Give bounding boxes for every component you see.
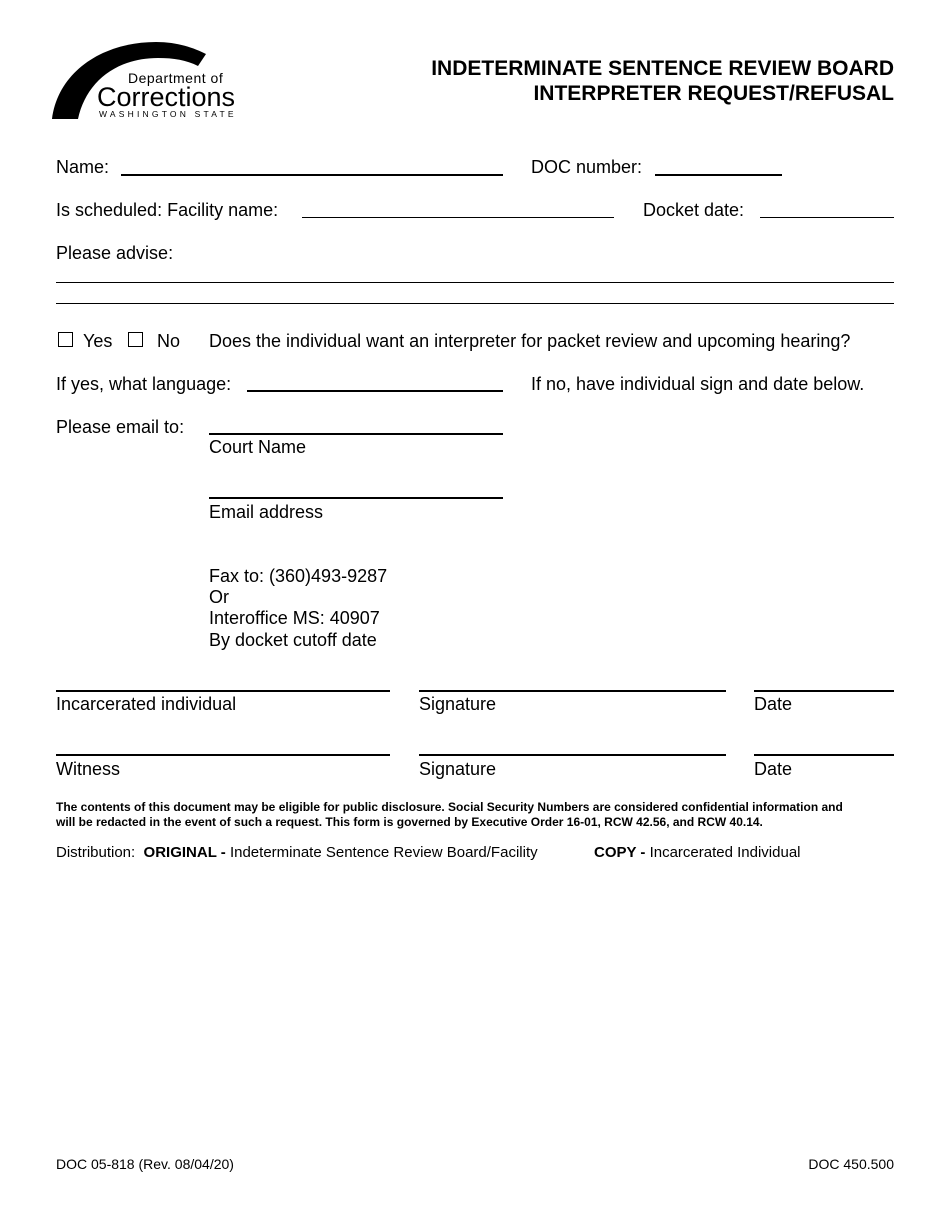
email-address-label: Email address: [209, 502, 324, 522]
court-name-field[interactable]: [209, 433, 503, 435]
name-field[interactable]: [121, 174, 503, 176]
advise-line-1[interactable]: [56, 282, 894, 283]
disclosure-line-2: will be redacted in the event of such a request. This form is governed by Executive Order 16-01, RCW 42.56, and RCW 40.14.: [56, 815, 763, 829]
email-address-field[interactable]: [209, 497, 503, 499]
docket-date-field[interactable]: [760, 217, 894, 218]
name-label: Name:: [56, 157, 110, 177]
language-label: If yes, what language:: [56, 374, 232, 394]
advise-line-2[interactable]: [56, 303, 894, 304]
distribution-prefix: Distribution:: [56, 844, 136, 861]
incarcerated-signature-field[interactable]: [419, 690, 726, 692]
distribution-copy-label: COPY -: [594, 844, 646, 861]
fax-line: Fax to: (360)493-9287: [209, 566, 388, 586]
facility-name-field[interactable]: [302, 217, 614, 218]
form-title: [374, 56, 894, 106]
witness-signature-field[interactable]: [419, 754, 726, 756]
distribution-copy-text: Incarcerated Individual: [649, 844, 801, 861]
doc-number-field[interactable]: [655, 174, 782, 176]
form-number: DOC 05-818 (Rev. 08/04/20): [56, 1156, 234, 1172]
distribution-copy: [594, 844, 801, 862]
policy-number: DOC 450.500: [808, 1156, 894, 1172]
incarcerated-signature-label: Signature: [419, 694, 497, 714]
witness-name-field[interactable]: [56, 754, 390, 756]
interpreter-question: Does the individual want an interpreter for packet review and upcoming hearing?: [209, 331, 851, 351]
no-sign-instruction: If no, have individual sign and date below.: [531, 374, 865, 394]
language-field[interactable]: [247, 390, 503, 392]
no-label: No: [157, 331, 181, 351]
logo-department-text: Department of: [128, 70, 224, 86]
witness-signature-label: Signature: [419, 759, 497, 779]
form-title-line1: INDETERMINATE SENTENCE REVIEW BOARD: [431, 57, 894, 80]
incarcerated-date-label: Date: [754, 694, 793, 714]
or-line: Or: [209, 587, 229, 607]
agency-logo: [50, 38, 250, 123]
disclosure-notice: [56, 800, 906, 830]
yes-label: Yes: [83, 331, 113, 351]
doc-number-label: DOC number:: [531, 157, 643, 177]
witness-label: Witness: [56, 759, 121, 779]
disclosure-line-1: The contents of this document may be eligible for public disclosure. Social Security Numbers are considered confidential information and: [56, 800, 843, 814]
witness-date-field[interactable]: [754, 754, 894, 756]
form-title-line2: INTERPRETER REQUEST/REFUSAL: [533, 82, 894, 105]
please-advise-label: Please advise:: [56, 243, 174, 263]
interoffice-line: Interoffice MS: 40907: [209, 608, 380, 628]
logo-corrections-text: Corrections: [97, 82, 236, 112]
incarcerated-name-field[interactable]: [56, 690, 390, 692]
court-name-label: Court Name: [209, 437, 307, 457]
no-checkbox[interactable]: [128, 332, 143, 347]
incarcerated-date-field[interactable]: [754, 690, 894, 692]
docket-date-label: Docket date:: [643, 200, 745, 220]
cutoff-line: By docket cutoff date: [209, 630, 377, 650]
logo-state-text: WASHINGTON STATE: [99, 109, 237, 119]
email-to-label: Please email to:: [56, 417, 185, 437]
scheduled-facility-label: Is scheduled: Facility name:: [56, 200, 279, 220]
distribution-original-label: ORIGINAL -: [143, 844, 226, 861]
yes-checkbox[interactable]: [58, 332, 73, 347]
witness-date-label: Date: [754, 759, 793, 779]
distribution-original-text: Indeterminate Sentence Review Board/Facility: [229, 844, 538, 861]
distribution-line: [56, 844, 538, 862]
incarcerated-individual-label: Incarcerated individual: [56, 694, 237, 714]
